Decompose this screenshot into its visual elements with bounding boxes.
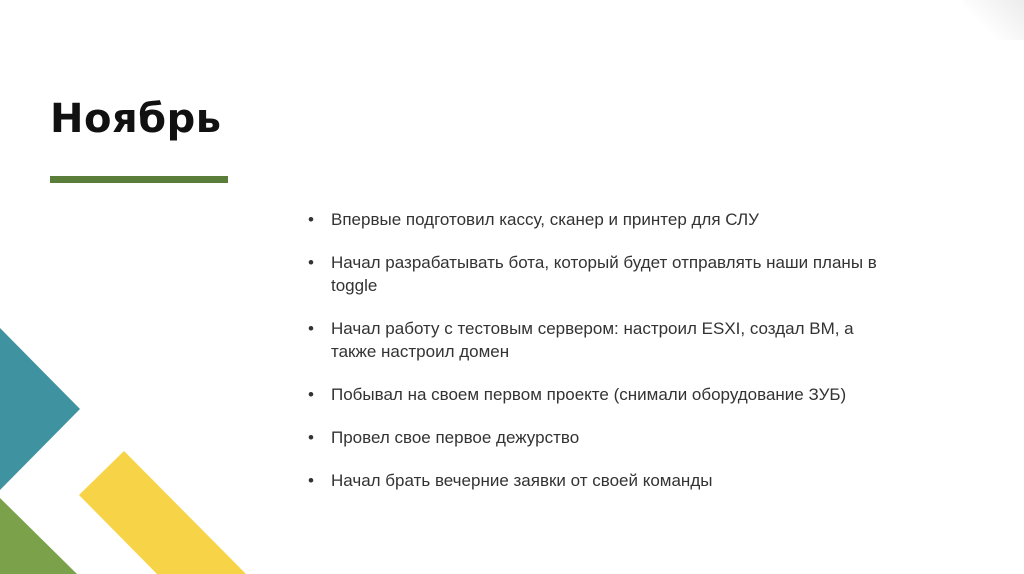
bullet-text-line: также настроил домен xyxy=(331,342,510,361)
bullet-item xyxy=(308,383,988,406)
teal-triangle-shape xyxy=(0,328,80,490)
bullet-text-line: Провел свое первое дежурство xyxy=(331,428,580,447)
bullet-dot-icon: • xyxy=(308,319,314,338)
bullet-dot-icon: • xyxy=(308,428,314,447)
bullet-item xyxy=(308,426,988,449)
bullet-item xyxy=(308,251,988,297)
bullet-text-line: Начал брать вечерние заявки от своей команды xyxy=(331,471,713,490)
corner-shadow xyxy=(964,0,1024,40)
bullet-text-line: toggle xyxy=(331,276,378,295)
decorative-shapes xyxy=(0,0,260,574)
bullet-text-line: Побывал на своем первом проекте (снимали оборудование ЗУБ) xyxy=(331,385,847,404)
bullet-list xyxy=(308,208,988,512)
bullet-item xyxy=(308,469,988,492)
bullet-text-line: Начал разрабатывать бота, который будет отправлять наши планы в xyxy=(331,253,877,272)
bullet-dot-icon: • xyxy=(308,210,314,229)
bullet-text-line: Впервые подготовил кассу, сканер и принтер для СЛУ xyxy=(331,210,759,229)
bullet-text-line: Начал работу с тестовым сервером: настроил ESXI, создал ВМ, а xyxy=(331,319,854,338)
bullet-dot-icon: • xyxy=(308,471,314,490)
green-triangle-shape xyxy=(0,498,77,574)
bullet-item xyxy=(308,317,988,363)
slide-title: Ноябрь xyxy=(50,96,222,142)
yellow-stripe-shape xyxy=(79,451,246,574)
bullet-item xyxy=(308,208,988,231)
bullet-dot-icon: • xyxy=(308,253,314,272)
bullet-dot-icon: • xyxy=(308,385,314,404)
